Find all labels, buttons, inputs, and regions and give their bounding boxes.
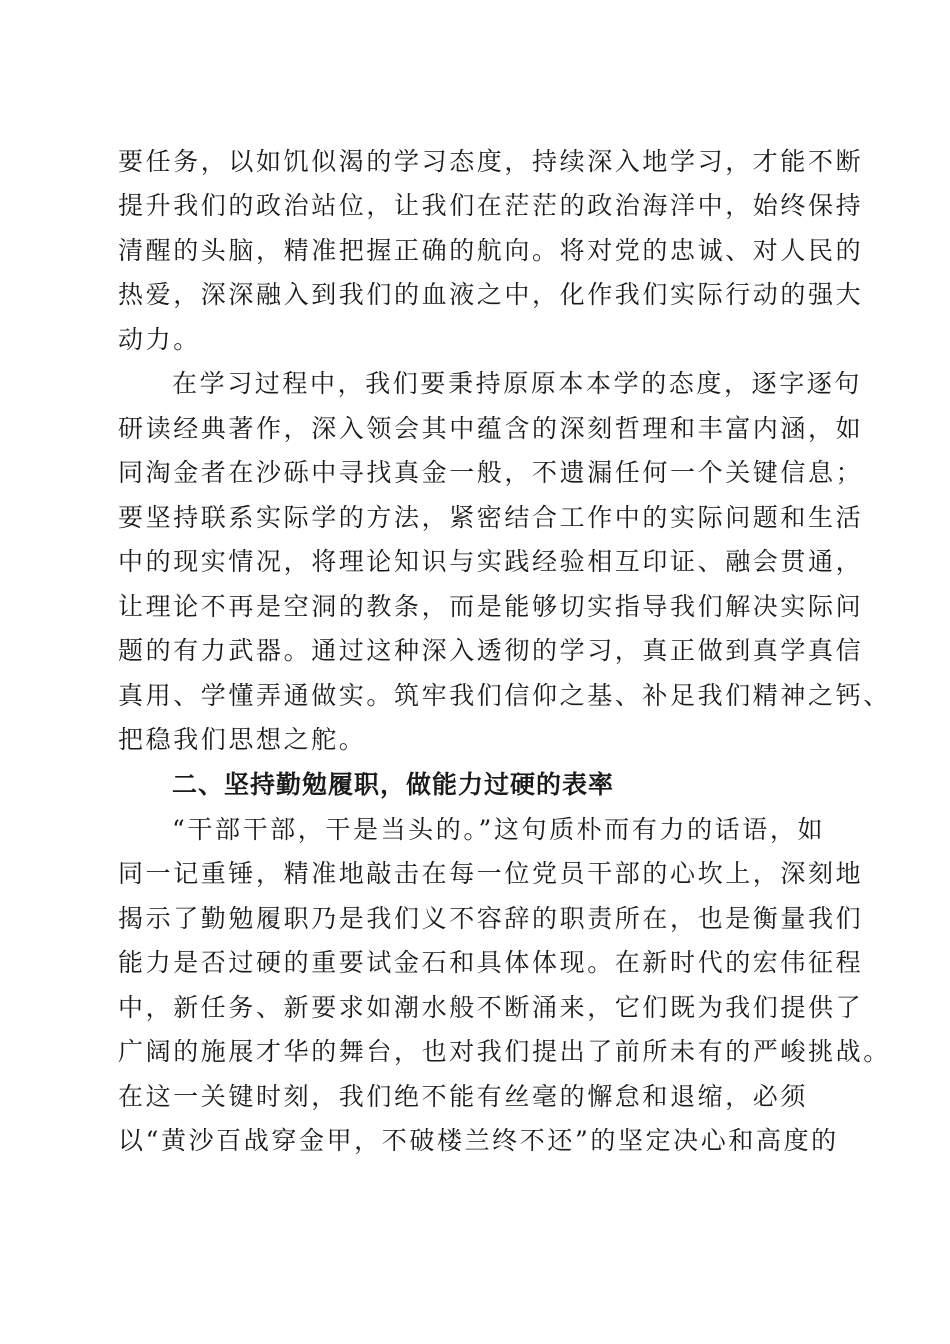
text-line: 把稳我们思想之舵。 (118, 725, 367, 754)
paragraph-first-line: 在学习过程中，我们要秉持原原本本学的态度，逐字逐句 (172, 369, 863, 398)
text-line: 清醒的头脑，精准把握正确的航向。将对党的忠诚、对人民的 (118, 236, 864, 265)
text-line: 要任务，以如饥似渴的学习态度，持续深入地学习，才能不断 (118, 147, 864, 176)
text-line: 能力是否过硬的重要试金石和具体体现。在新时代的宏伟征程 (118, 948, 864, 977)
text-line: 在这一关键时刻，我们绝不能有丝毫的懈怠和退缩，必须 (118, 1082, 809, 1111)
paragraph-first-line: “干部干部，干是当头的。”这句质朴而有力的话语，如 (172, 815, 826, 844)
text-line: 真用、学懂弄通做实。筑牢我们信仰之基、补足我们精神之钙、 (118, 681, 891, 710)
text-line: 广阔的施展才华的舞台，也对我们提出了前所未有的严峻挑战。 (118, 1037, 891, 1066)
text-line: 同一记重锤，精准地敲击在每一位党员干部的心坎上，深刻地 (118, 859, 864, 888)
text-line: 揭示了勤勉履职乃是我们义不容辞的职责所在，也是衡量我们 (118, 904, 864, 933)
text-line: 让理论不再是空洞的教条，而是能够切实指导我们解决实际问 (118, 592, 864, 621)
text-line: 动力。 (118, 325, 201, 354)
text-line: 以“黄沙百战穿金甲，不破楼兰终不还”的坚定决心和高度的 (118, 1126, 839, 1155)
text-line: 中，新任务、新要求如潮水般不断涌来，它们既为我们提供了 (118, 993, 864, 1022)
text-line: 题的有力武器。通过这种深入透彻的学习，真正做到真学真信 (118, 636, 864, 665)
text-line: 提升我们的政治站位，让我们在茫茫的政治海洋中，始终保持 (118, 191, 864, 220)
section-heading: 二、坚持勤勉履职，做能力过硬的表率 (172, 770, 615, 799)
text-line: 热爱，深深融入到我们的血液之中，化作我们实际行动的强大 (118, 280, 864, 309)
text-line: 同淘金者在沙砾中寻找真金一般，不遗漏任何一个关键信息； (118, 458, 864, 487)
text-line: 中的现实情况，将理论知识与实践经验相互印证、融会贯通， (118, 547, 864, 576)
text-line: 研读经典著作，深入领会其中蕴含的深刻哲理和丰富内涵，如 (118, 414, 864, 443)
text-line: 要坚持联系实际学的方法，紧密结合工作中的实际问题和生活 (118, 503, 864, 532)
